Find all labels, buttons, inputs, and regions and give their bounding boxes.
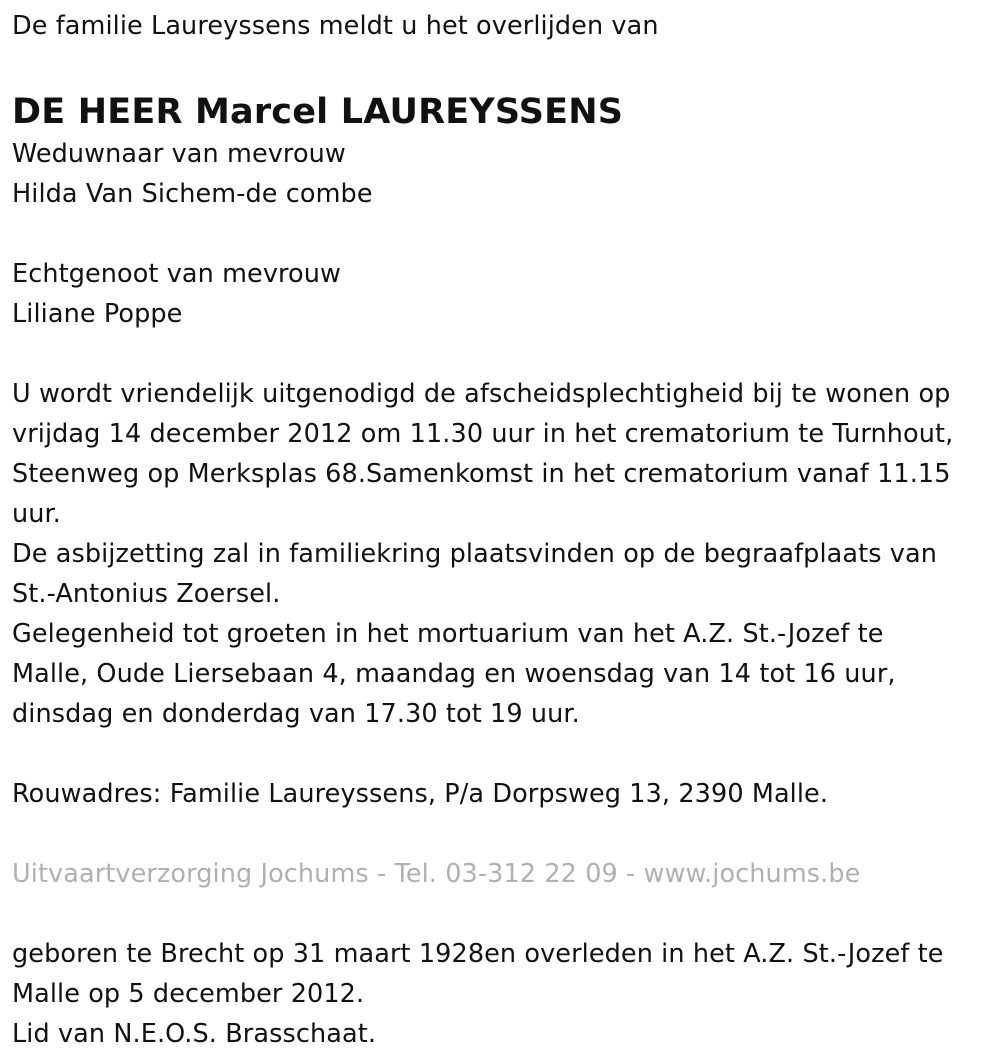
ceremony-line: U wordt vriendelijk uitgenodigd de afscheidsplechtigheid bij te wonen op	[12, 379, 951, 409]
spouse-name: Liliane Poppe	[12, 299, 183, 329]
ceremony-line: dinsdag en donderdag van 17.30 tot 19 uur.	[12, 699, 580, 729]
intro-text: De familie Laureyssens meldt u het overlijden van	[12, 11, 659, 41]
deceased-name: DE HEER Marcel LAUREYSSENS	[12, 92, 624, 132]
widower-label: Weduwnaar van mevrouw	[12, 139, 346, 169]
ceremony-line: vrijdag 14 december 2012 om 11.30 uur in het crematorium te Turnhout,	[12, 419, 954, 449]
ceremony-details	[12, 374, 988, 734]
spacer	[12, 334, 988, 374]
ceremony-line: St.-Antonius Zoersel.	[12, 579, 281, 609]
ceremony-line: Malle, Oude Liersebaan 4, maandag en woensdag van 14 tot 16 uur,	[12, 659, 896, 689]
mourning-address: Rouwadres: Familie Laureyssens, P/a Dorpsweg 13, 2390 Malle.	[12, 779, 829, 809]
biography-line: Lid van N.E.O.S. Brasschaat.	[12, 1019, 377, 1049]
biography-line: Malle op 5 december 2012.	[12, 979, 365, 1009]
ceremony-line: Gelegenheid tot groeten in het mortuarium van het A.Z. St.-Jozef te	[12, 619, 884, 649]
ceremony-line: De asbijzetting zal in familiekring plaatsvinden op de begraafplaats van	[12, 539, 937, 569]
biography-line: geboren te Brecht op 31 maart 1928en overleden in het A.Z. St.-Jozef te	[12, 939, 944, 969]
ceremony-line: uur.	[12, 499, 61, 529]
spacer	[12, 214, 988, 254]
spouse-label: Echtgenoot van mevrouw	[12, 259, 341, 289]
widower-name: Hilda Van Sichem-de combe	[12, 179, 373, 209]
funeral-home-info: Uitvaartverzorging Jochums - Tel. 03-312 22 09 - www.jochums.be	[12, 859, 861, 889]
spacer	[12, 814, 988, 854]
spacer	[12, 46, 988, 86]
biography	[12, 934, 988, 1054]
spacer	[12, 894, 988, 934]
spacer	[12, 734, 988, 774]
ceremony-line: Steenweg op Merksplas 68.Samenkomst in het crematorium vanaf 11.15	[12, 459, 951, 489]
